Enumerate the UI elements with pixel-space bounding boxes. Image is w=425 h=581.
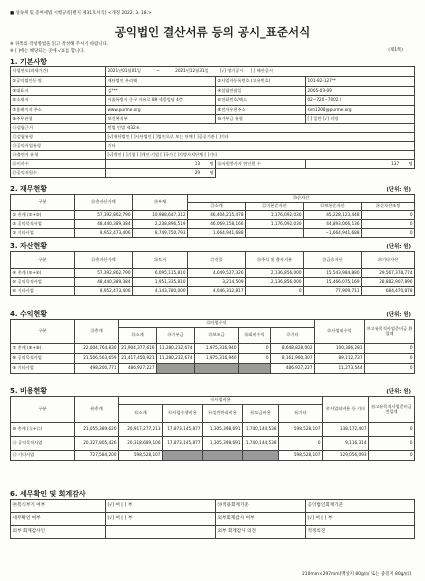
section-expense-heading: 5. 비용현황 xyxy=(10,387,48,395)
cell-value: 1,176,092,030 xyxy=(246,220,304,229)
external-audit-checkbox[interactable]: [√] 여 [ ] 부 xyxy=(306,513,415,526)
cell-value: 100,386,281 xyxy=(315,344,365,354)
tax-check-checkbox[interactable]: [√] 여 [ ] 부 xyxy=(106,513,216,526)
row-label: ⑦ 총계 (⑧+⑨) xyxy=(11,344,75,354)
homepage-value: www.purme.org xyxy=(106,106,216,115)
row-label: ⑪ 공익목적사업 xyxy=(11,437,75,451)
header-net-adjust: ㉔순자산조정 xyxy=(362,203,415,211)
page-number: (제1쪽) xyxy=(388,48,403,53)
cell-value: 486,927,227 xyxy=(271,364,315,374)
accounting-standard-label: ㊿적용회계기준 xyxy=(216,500,306,513)
staff-value: 29 xyxy=(194,169,201,175)
table-row xyxy=(11,526,415,539)
cell-value: 598,528,107 xyxy=(279,423,323,437)
address-label: ⑤소재지 xyxy=(11,96,106,106)
cell-value: 2,238,896,519 xyxy=(133,220,188,229)
cell-value: 17,873,145,877 xyxy=(163,437,203,451)
tax-check-label: 세무확인 여부 xyxy=(11,513,106,526)
cell-value: 1,740,144,538 xyxy=(243,437,279,451)
phone-value: 02−720−7002 / xyxy=(306,96,415,106)
basic-info-table xyxy=(10,66,415,178)
cell-value: 1,975,316,940 xyxy=(195,344,239,354)
empty-cell xyxy=(216,169,415,178)
business-type-value: 기타 xyxy=(106,142,415,151)
header-business-expense: ㊶사업비용 xyxy=(119,397,323,405)
financial-unit: (단위: 원) xyxy=(386,187,411,193)
cell-value: 44,893,066,136 xyxy=(304,220,362,229)
row-label: ② 공익목적사업 xyxy=(11,220,75,229)
cell-value: 1,305,398,691 xyxy=(203,437,243,451)
header-total-assets: ㉕총자산가액 xyxy=(75,252,133,269)
cell-value: 598,528,107 xyxy=(119,451,163,461)
cell-value: 0 xyxy=(362,220,415,229)
shaded-cell xyxy=(195,364,239,374)
volunteers-label: ⑯자원봉사자 연인원 수 xyxy=(216,160,306,169)
header-land: ㉖토지 xyxy=(133,252,188,269)
cell-value: 10,988,647,312 xyxy=(133,211,188,220)
auditor-label: 외부 회계감사인 xyxy=(11,526,106,539)
table-row xyxy=(11,252,415,269)
section-revenue-heading: 4. 수익현황 xyxy=(10,310,48,318)
cell-value: 21,506,563,659 xyxy=(75,354,119,364)
cell-value: 0 xyxy=(369,423,415,437)
header-subsidies: ㉟보조금 xyxy=(195,328,239,344)
header-admin-cost: ㊹일반관리비용 xyxy=(203,405,243,423)
header-nonbusiness-revenue: ㊳사업외수익 xyxy=(315,320,365,344)
legal-basis-value: 민법 민법 제32조 xyxy=(106,124,415,133)
row-label: ⑧ 공익목적사업 xyxy=(11,354,75,364)
header-net-assets: ⑳순자산 xyxy=(188,195,415,203)
cell-value: 1,664,941,688 xyxy=(188,229,246,238)
cell-value: 498,200,771 xyxy=(75,364,119,374)
table-row xyxy=(11,151,415,160)
section-audit-heading: 6. 세무확인 및 회계감사 xyxy=(10,490,86,498)
header-operation-cost: ㊸사업수행비용 xyxy=(163,405,203,423)
form-title: 공익법인 결산서류 등의 공시_표준서식 xyxy=(114,25,311,39)
donation-type-value: [ ] 일반 [√] 지정 xyxy=(306,115,415,124)
assets-table xyxy=(10,251,415,296)
cell-value: 48,440,389,384 xyxy=(75,220,133,229)
address-value: 서울특별시 중구 자유로 89 세종빌딩 4층 xyxy=(106,96,216,106)
bookkeeping-checkbox[interactable]: [√] 여 [ ] 부 xyxy=(106,500,216,513)
table-row xyxy=(11,220,415,229)
table-row xyxy=(11,287,415,296)
table-row xyxy=(11,513,415,526)
staff-value-cell xyxy=(106,169,216,178)
cell-value: 598,528,107 xyxy=(279,451,323,461)
ceo-value: 김*** xyxy=(106,87,216,96)
shaded-cell xyxy=(239,364,271,374)
cell-value: 46,404,215,478 xyxy=(188,211,246,220)
section-basic-info-heading: 1. 기본사항 xyxy=(10,58,48,66)
header-other: ㊲기타 xyxy=(271,328,315,344)
audit-opinion-value: 적정의견 xyxy=(306,526,415,539)
cell-value: 0 xyxy=(239,354,271,364)
cell-value: 0 xyxy=(365,354,415,364)
cell-value: 2,136,856,000 xyxy=(246,278,304,287)
financial-table xyxy=(10,194,415,238)
contributor-type-label: ⑭출연자 유형 xyxy=(11,151,106,160)
corp-name-value: 재단법인 우리해 xyxy=(106,77,216,87)
founded-value: 2005-03-09 xyxy=(306,87,415,96)
directors-unit: 명 xyxy=(209,160,214,166)
cell-value: 4,046,312,817 xyxy=(188,287,246,296)
cell-value: 486,927,227 xyxy=(119,364,157,374)
header-liabilities: ⑲부채 xyxy=(133,195,188,211)
row-label: ③ 기타사업 xyxy=(11,229,75,238)
table-row xyxy=(11,269,415,278)
authority-label: ⑨주무관청 xyxy=(11,115,106,124)
table-row xyxy=(11,106,415,115)
cell-value: 4,143,780,000 xyxy=(133,287,188,296)
bookkeeping-label: ㊾복식부기 여부 xyxy=(11,500,106,513)
table-row xyxy=(11,195,415,203)
cell-value: 20,318,689,106 xyxy=(119,437,163,451)
header-reserve-transfer: ㊽고유목적사업준비금전입액 xyxy=(369,397,415,423)
table-row xyxy=(11,229,415,238)
header-building: ㉗건물 xyxy=(188,252,246,269)
table-row xyxy=(11,397,415,405)
row-label: ④ 총계 (⑤+⑥) xyxy=(11,269,75,278)
staff-unit: 명 xyxy=(209,169,214,175)
expense-unit: (단위: 원) xyxy=(386,389,411,395)
donation-type-label: ⑩기부금 유형 xyxy=(216,115,306,124)
row-label: ⑫ 기타사업 xyxy=(11,451,75,461)
volunteers-unit: 명 xyxy=(408,160,413,166)
accounting-standard-value: 공익법인회계기준 xyxy=(306,500,415,513)
header-total-assets: ⑱총자산가액 xyxy=(75,195,133,211)
header-stocks: ㉘주식 및 출자지분 xyxy=(246,252,304,269)
header-financial-assets: ㉙금융자산 xyxy=(304,252,362,269)
cell-value: 0 xyxy=(362,229,415,238)
period-to: 2021년12월31일 xyxy=(175,68,209,74)
table-row xyxy=(11,423,415,437)
directors-value: 13 xyxy=(194,160,201,166)
expense-table xyxy=(10,396,415,461)
row-label: ⑨ 기타사업 xyxy=(11,364,75,374)
shaded-cell xyxy=(203,451,243,461)
table-row xyxy=(11,278,415,287)
cell-value: 8,648,828,002 xyxy=(271,344,315,354)
header-fundraising-cost: ㊺모금비용 xyxy=(243,405,279,423)
directors-value-cell xyxy=(106,160,216,169)
cell-value: 57,392,862,790 xyxy=(75,211,133,220)
cell-value: 1,975,316,940 xyxy=(195,354,239,364)
legal-basis-label: ⑪설립근거 xyxy=(11,124,106,133)
audit-opinion-label: 외부 회계감사 의견 xyxy=(216,526,306,539)
row-label: ① 총계 (②+③) xyxy=(11,211,75,220)
cell-value: 6,095,115,810 xyxy=(133,269,188,278)
table-row xyxy=(11,124,415,133)
period-tilde: ~ xyxy=(156,68,160,74)
cell-value: 77,909,711 xyxy=(304,287,362,296)
table-row xyxy=(11,211,415,220)
header-total: ㉛총계 xyxy=(75,320,119,344)
table-row xyxy=(11,133,415,142)
bizno-label: ②사업자등록번호 (고유번호) xyxy=(216,77,306,87)
guide-text-1: ※ 뒤쪽의 작성방법을 읽고 작성해 주시기 바랍니다. xyxy=(10,42,109,47)
header-other: ㊻기타 xyxy=(279,405,323,423)
cell-value: 2,136,856,000 xyxy=(246,269,304,278)
shaded-cell xyxy=(157,364,195,374)
homepage-label: ⑦홈페이지 주소 xyxy=(11,106,106,115)
header-business-revenue: ㉜사업수익 xyxy=(119,320,315,328)
phone-label: ⑥전화번호/팩스 xyxy=(216,96,306,106)
cell-value: 11,273,544 xyxy=(315,364,365,374)
table-row xyxy=(11,320,415,328)
ceo-label: ③대표자 xyxy=(11,87,106,96)
cell-value: 0 xyxy=(239,344,271,354)
audit-table xyxy=(10,499,415,539)
header-general-net: ㉓보통순자산 xyxy=(304,203,362,211)
header-other-assets: ㉚기타자산 xyxy=(362,252,415,269)
founding-type-label: ⑫설립유형 xyxy=(11,133,106,142)
revenue-unit: (단위: 원) xyxy=(386,312,411,318)
table-row xyxy=(11,160,415,169)
cell-value: 57,392,862,790 xyxy=(75,269,133,278)
cell-value: 0 xyxy=(279,437,323,451)
section-financial-heading: 2. 재무현황 xyxy=(10,185,48,193)
cell-value: 0 xyxy=(369,437,415,451)
cell-value: 11,280,232,674 xyxy=(157,344,195,354)
cell-value: 11,280,232,674 xyxy=(157,354,195,364)
staff-label: ⑰공익직원수 xyxy=(11,169,106,178)
revenue-table xyxy=(10,319,415,374)
regular-disclosure-checkbox[interactable]: [√] 정기공시 xyxy=(219,68,244,74)
corp-name-label: ①공익법인등 명 xyxy=(11,77,106,87)
email-value: sim1208@purme.org xyxy=(306,106,415,115)
cell-value: 3,214,509 xyxy=(188,278,246,287)
cell-value: 28,882,907,896 xyxy=(362,278,415,287)
section-assets-heading: 3. 자산현황 xyxy=(10,242,48,250)
header-gubun: 구분 xyxy=(11,195,75,211)
header-donations: ㉞기부금 xyxy=(157,328,195,344)
cell-value: 89,112,737 xyxy=(315,354,365,364)
contributor-type-value: [√]개인 [ ]기업 [ ]개인·기업 [ ]국가 [ ]지방자치단체 [ ]기타 xyxy=(106,151,415,160)
header-nonbusiness-expense: ㊼사업외비용 등 기타 xyxy=(323,397,369,423)
table-row xyxy=(11,142,415,151)
cell-value: 0 xyxy=(362,211,415,220)
table-row xyxy=(11,354,415,364)
cell-value: 48,440,389,384 xyxy=(75,278,133,287)
period-from: 2021년01월01일 xyxy=(107,68,141,74)
table-row xyxy=(11,169,415,178)
form-notice: ■ 상속세 및 증여세법 시행규칙[별지 제31호서식] <개정 2022. 3. 18.> xyxy=(10,11,152,16)
cell-value: 684,470,878 xyxy=(362,287,415,296)
cell-value: 45,228,123,448 xyxy=(304,211,362,220)
cell-value: 0 xyxy=(365,364,415,374)
row-label: ⑥ 기타사업 xyxy=(11,287,75,296)
header-total: ㊵총계 xyxy=(75,397,119,423)
period-cell xyxy=(106,67,415,77)
cell-value: 20,327,805,426 xyxy=(75,437,119,451)
founding-type-value: [√]재단법인 [ ]사단법인 [ ]법인으로 보는 단체 [ ]공공기관 [ ]기타 xyxy=(106,133,415,142)
header-subtotal: ㊷소계 xyxy=(119,405,163,423)
cell-value: 8,952,473,406 xyxy=(75,287,133,296)
table-row xyxy=(11,500,415,513)
header-subtotal: ㉑소계 xyxy=(188,203,246,211)
external-audit-label: 외부회계감사 여부 xyxy=(216,513,306,526)
cell-value: 22,004,764,830 xyxy=(75,344,119,354)
business-type-label: ⑬공익사업유형 xyxy=(11,142,106,151)
table-row xyxy=(11,96,415,106)
cell-value: 0 xyxy=(369,451,415,461)
guide-text-2: ※ [ ]에는 해당되는 곳에 √표를 합니다. xyxy=(10,49,85,54)
table-row xyxy=(11,67,415,77)
header-gubun: 구분 xyxy=(11,320,75,344)
shaded-cell xyxy=(163,451,203,461)
header-basic-net: ㉒기본순자산 xyxy=(246,203,304,211)
header-gubun: 구분 xyxy=(11,397,75,423)
authority-value: 보건복지부 xyxy=(106,115,216,124)
cell-value: 1,305,398,691 xyxy=(203,423,243,437)
bizno-value: 101-82-127** xyxy=(306,77,415,87)
header-subtotal: ㉝소계 xyxy=(119,328,157,344)
volunteers-value: 137 xyxy=(391,160,400,166)
cell-value: 8,749,750,793 xyxy=(133,229,188,238)
cell-value: 8,161,900,307 xyxy=(271,354,315,364)
cell-value: 21,055,389,620 xyxy=(75,423,119,437)
header-membership-fees: ㊱회비수익 xyxy=(239,328,271,344)
cell-value: 138,172,407 xyxy=(323,423,369,437)
cell-value: 4,049,527,326 xyxy=(188,269,246,278)
table-row xyxy=(11,77,415,87)
cell-value: 17,873,145,877 xyxy=(163,423,203,437)
cell-value: 1,951,335,810 xyxy=(133,278,188,287)
table-row xyxy=(11,364,415,374)
cell-value: 0 xyxy=(246,287,304,296)
cell-value: −1,664,941,688 xyxy=(304,229,362,238)
table-row xyxy=(11,115,415,124)
header-reserve-reversal: ㊴고유목적사업준비금 환입액 xyxy=(365,320,415,344)
table-row xyxy=(11,437,415,451)
period-label: 사업연도(과세기간) xyxy=(11,67,106,77)
table-row xyxy=(11,344,415,354)
row-label: ⑩ 총계 (⑪+⑫) xyxy=(11,423,75,437)
cell-value xyxy=(246,229,304,238)
auditor-value xyxy=(106,526,216,539)
cell-value: 46,069,158,166 xyxy=(188,220,246,229)
table-row xyxy=(11,451,415,461)
cell-value: 1,740,144,538 xyxy=(243,423,279,437)
cell-value: 727,584,200 xyxy=(75,451,119,461)
cell-value: 21,904,377,616 xyxy=(119,344,157,354)
shaded-cell xyxy=(243,451,279,461)
email-label: ⑧전자우편주소 xyxy=(216,106,306,115)
header-gubun: 구분 xyxy=(11,252,75,269)
cell-value: 9,116,314 xyxy=(323,437,369,451)
assets-unit: (단위: 원) xyxy=(386,244,411,250)
dissolution-disclosure-checkbox[interactable]: [ ] 해산공시 xyxy=(250,68,273,74)
cell-value: 15,466,075,169 xyxy=(304,278,362,287)
cell-value: 129,056,093 xyxy=(323,451,369,461)
cell-value: 15,543,984,880 xyxy=(304,269,362,278)
directors-label: ⑮이사수 xyxy=(11,160,106,169)
cell-value: 29,567,378,774 xyxy=(362,269,415,278)
cell-value: 0 xyxy=(365,344,415,354)
row-label: ⑤ 공익목적사업 xyxy=(11,278,75,287)
paper-spec: 210mm×297mm[백상지 80g/㎡ 또는 중질지 80g/㎡] xyxy=(302,572,411,577)
table-row xyxy=(11,87,415,96)
founded-label: ④설립연월일 xyxy=(216,87,306,96)
cell-value: 21,417,450,921 xyxy=(119,354,157,364)
cell-value: 8,952,473,406 xyxy=(75,229,133,238)
volunteers-value-cell xyxy=(306,160,415,169)
cell-value: 20,917,277,213 xyxy=(119,423,163,437)
cell-value: 1,176,092,030 xyxy=(246,211,304,220)
